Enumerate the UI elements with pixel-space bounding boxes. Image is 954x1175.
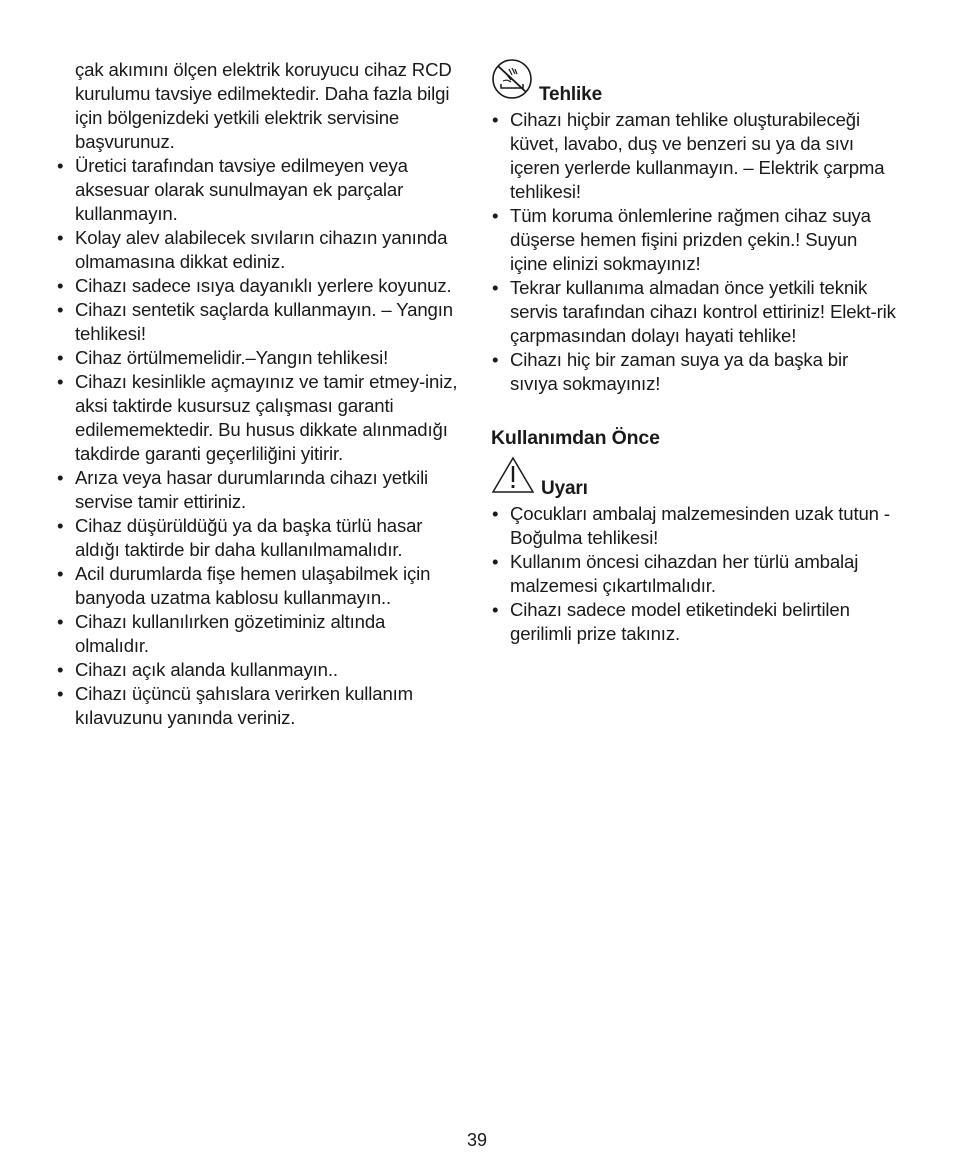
- warning-triangle-icon: [491, 456, 535, 500]
- danger-title: Tehlike: [539, 84, 603, 105]
- danger-header: [491, 62, 896, 106]
- section-title: Kullanımdan Önce: [491, 427, 660, 449]
- list-item: • Kolay alev alabilecek sıvıların cihazın yanında olmamasına dikkat ediniz.: [56, 226, 464, 274]
- warning-header: [491, 456, 896, 500]
- list-item: • Arıza veya hasar durumlarında cihazı yetkili servise tamir ettiriniz.: [56, 466, 464, 514]
- list-item: • Cihazı sentetik saçlarda kullanmayın. – Yangın tehlikesi!: [56, 298, 464, 346]
- list-item: • Tüm koruma önlemlerine rağmen cihaz suya düşerse hemen fişini prizden çekin.! Suyun içine elinizi sokmayınız!: [491, 204, 896, 276]
- list-item: • Cihazı açık alanda kullanmayın..: [56, 658, 464, 682]
- list-item: • Cihazı hiç bir zaman suya ya da başka bir sıvıya sokmayınız!: [491, 348, 896, 396]
- list-item: • Acil durumlarda fişe hemen ulaşabilmek için banyoda uzatma kablosu kullanmayın..: [56, 562, 464, 610]
- left-column: [56, 58, 464, 730]
- list-item: • Cihaz düşürüldüğü ya da başka türlü hasar aldığı taktirde bir daha kullanılmamalıdır.: [56, 514, 464, 562]
- warning-list: [491, 502, 896, 646]
- list-item: • Cihaz örtülmemelidir.–Yangın tehlikesi!: [56, 346, 464, 370]
- no-water-icon: [491, 58, 533, 106]
- list-item: • Cihazı üçüncü şahıslara verirken kullanım kılavuzunu yanında veriniz.: [56, 682, 464, 730]
- right-column: [491, 62, 896, 646]
- page-number: 39: [466, 1130, 488, 1150]
- list-item: • Üretici tarafından tavsiye edilmeyen veya aksesuar olarak sunulmayan ek parçalar kullanmayın.: [56, 154, 464, 226]
- list-item: • Kullanım öncesi cihazdan her türlü ambalaj malzemesi çıkartılmalıdır.: [491, 550, 896, 598]
- list-item: • Çocukları ambalaj malzemesinden uzak tutun - Boğulma tehlikesi!: [491, 502, 896, 550]
- list-item: • Tekrar kullanıma almadan önce yetkili teknik servis tarafından cihazı kontrol ettiriniz! Elekt-rik çarpmasından dolayı hayati tehlike!: [491, 276, 896, 348]
- list-item: • Cihazı sadece model etiketindeki belirtilen gerilimli prize takınız.: [491, 598, 896, 646]
- warning-title: Uyarı: [541, 478, 588, 499]
- safety-list: [56, 154, 464, 730]
- continuation-text: çak akımını ölçen elektrik koruyucu cihaz RCD kurulumu tavsiye edilmektedir. Daha fazla bilgi için bölgenizdeki yetkili elektrik servisine başvurunuz.: [75, 59, 452, 152]
- list-item: • Cihazı sadece ısıya dayanıklı yerlere koyunuz.: [56, 274, 464, 298]
- list-item: • Cihazı kullanılırken gözetiminiz altında olmalıdır.: [56, 610, 464, 658]
- danger-list: [491, 108, 896, 396]
- list-item: • Cihazı kesinlikle açmayınız ve tamir etmey-iniz, aksi taktirde kusursuz çalışması garanti edilememektedir. Bu husus dikkate alınmadığı takdirde garanti geçerliliğini yitirir.: [56, 370, 464, 466]
- list-item: • Cihazı hiçbir zaman tehlike oluşturabileceği küvet, lavabo, duş ve benzeri su ya da sıvı içeren yerlerde kullanmayın. – Elektrik çarpma tehlikesi!: [491, 108, 896, 204]
